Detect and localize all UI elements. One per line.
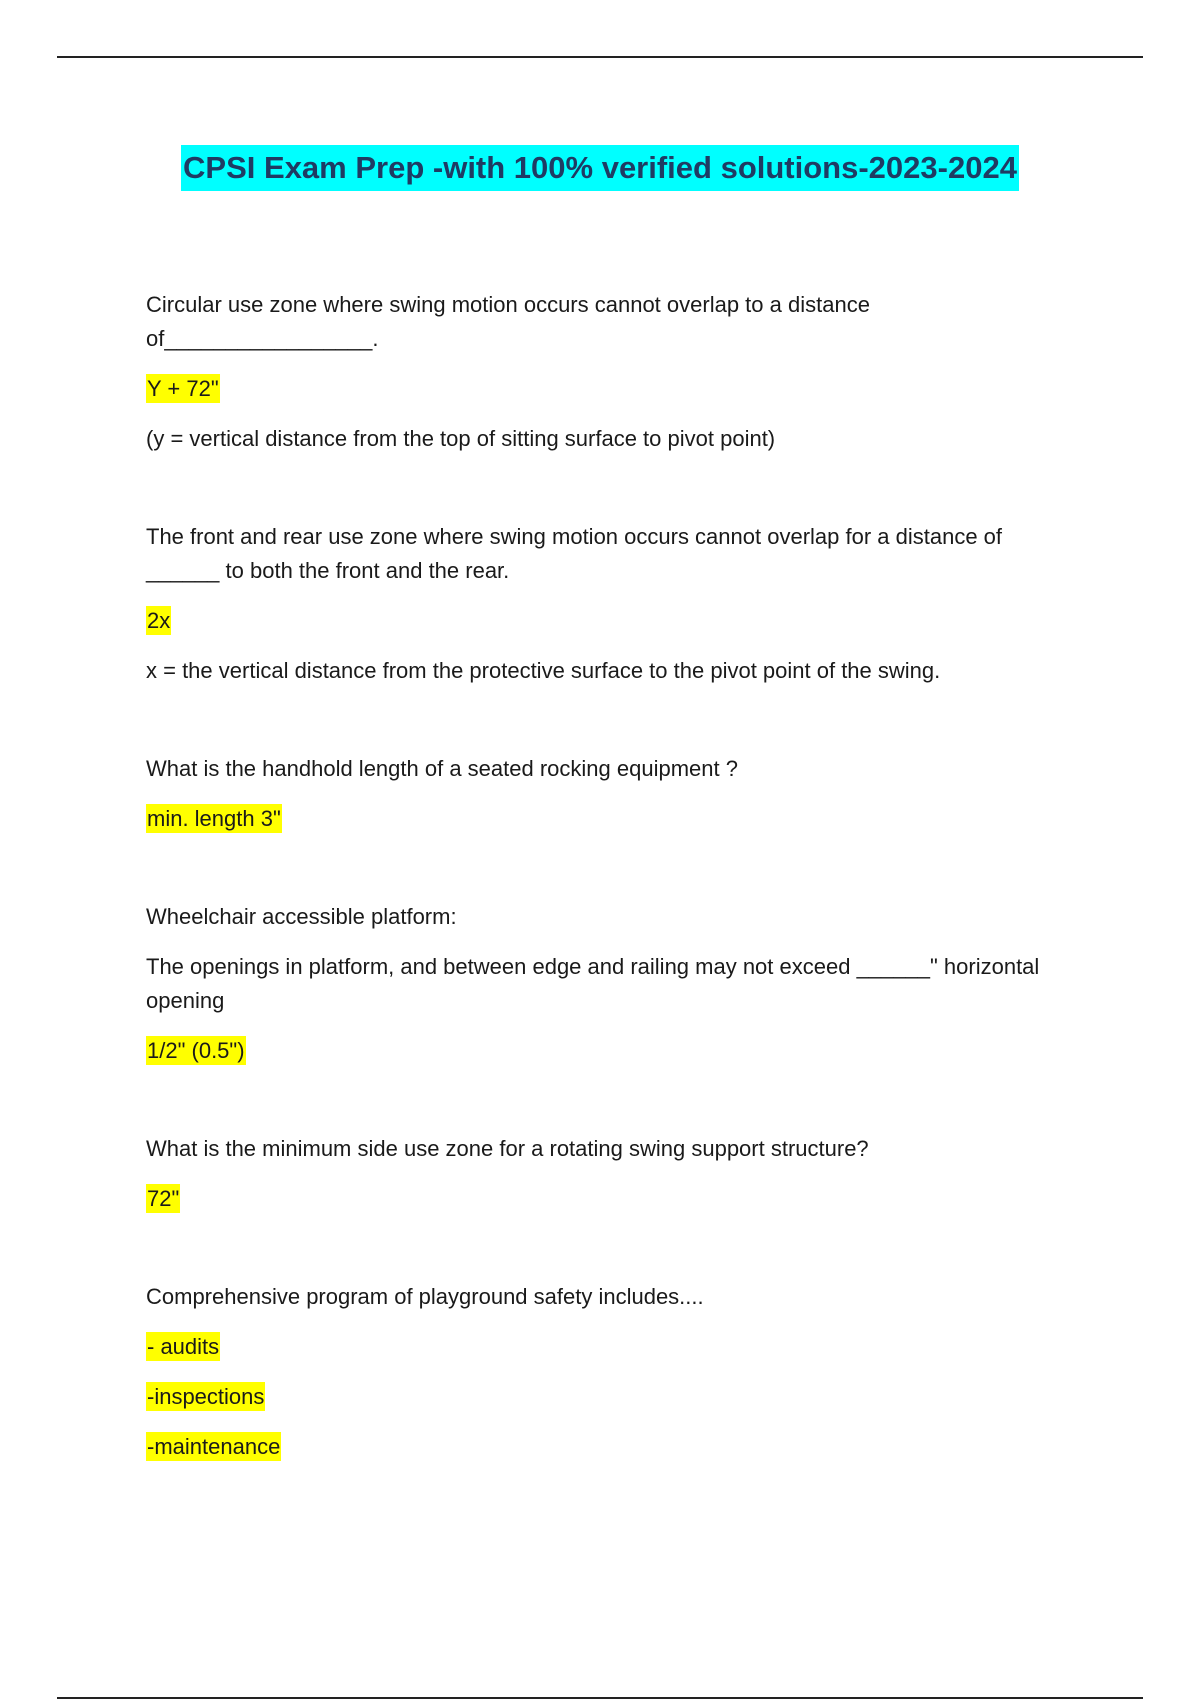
question-4-detail: The openings in platform, and between edge and railing may not exceed ______" horizontal opening (146, 954, 1040, 1013)
note-1: (y = vertical distance from the top of sitting surface to pivot point) (146, 426, 776, 451)
document-title: CPSI Exam Prep -with 100% verified solutions-2023-2024 (181, 145, 1019, 191)
question-1: Circular use zone where swing motion occurs cannot overlap to a distance of_________________. (146, 292, 870, 351)
answer-4: 1/2" (0.5") (147, 1038, 245, 1063)
answer-2: 2x (147, 608, 171, 633)
qa-block-6 (146, 1280, 1066, 1464)
answer-5: 72" (147, 1186, 180, 1211)
title-wrap (0, 145, 1200, 191)
answer-6-audits: - audits (147, 1334, 220, 1359)
question-2: The front and rear use zone where swing motion occurs cannot overlap for a distance of ______ to both the front and the rear. (146, 524, 1003, 583)
qa-block-1 (146, 288, 1066, 456)
bottom-rule (57, 1697, 1143, 1699)
answer-6-maintenance: -maintenance (147, 1434, 281, 1459)
document-body (146, 288, 1066, 1464)
answer-1: Y + 72" (147, 376, 219, 401)
qa-block-2 (146, 520, 1066, 688)
question-5: What is the minimum side use zone for a rotating swing support structure? (146, 1136, 869, 1161)
question-3: What is the handhold length of a seated rocking equipment ? (146, 756, 738, 781)
question-6: Comprehensive program of playground safety includes.... (146, 1284, 704, 1309)
qa-block-4 (146, 900, 1066, 1068)
answer-3: min. length 3" (147, 806, 281, 831)
qa-block-3 (146, 752, 1066, 836)
question-4: Wheelchair accessible platform: (146, 904, 457, 929)
top-rule (57, 56, 1143, 58)
note-2: x = the vertical distance from the protective surface to the pivot point of the swing. (146, 658, 941, 683)
qa-block-5 (146, 1132, 1066, 1216)
answer-6-inspections: -inspections (147, 1384, 265, 1409)
